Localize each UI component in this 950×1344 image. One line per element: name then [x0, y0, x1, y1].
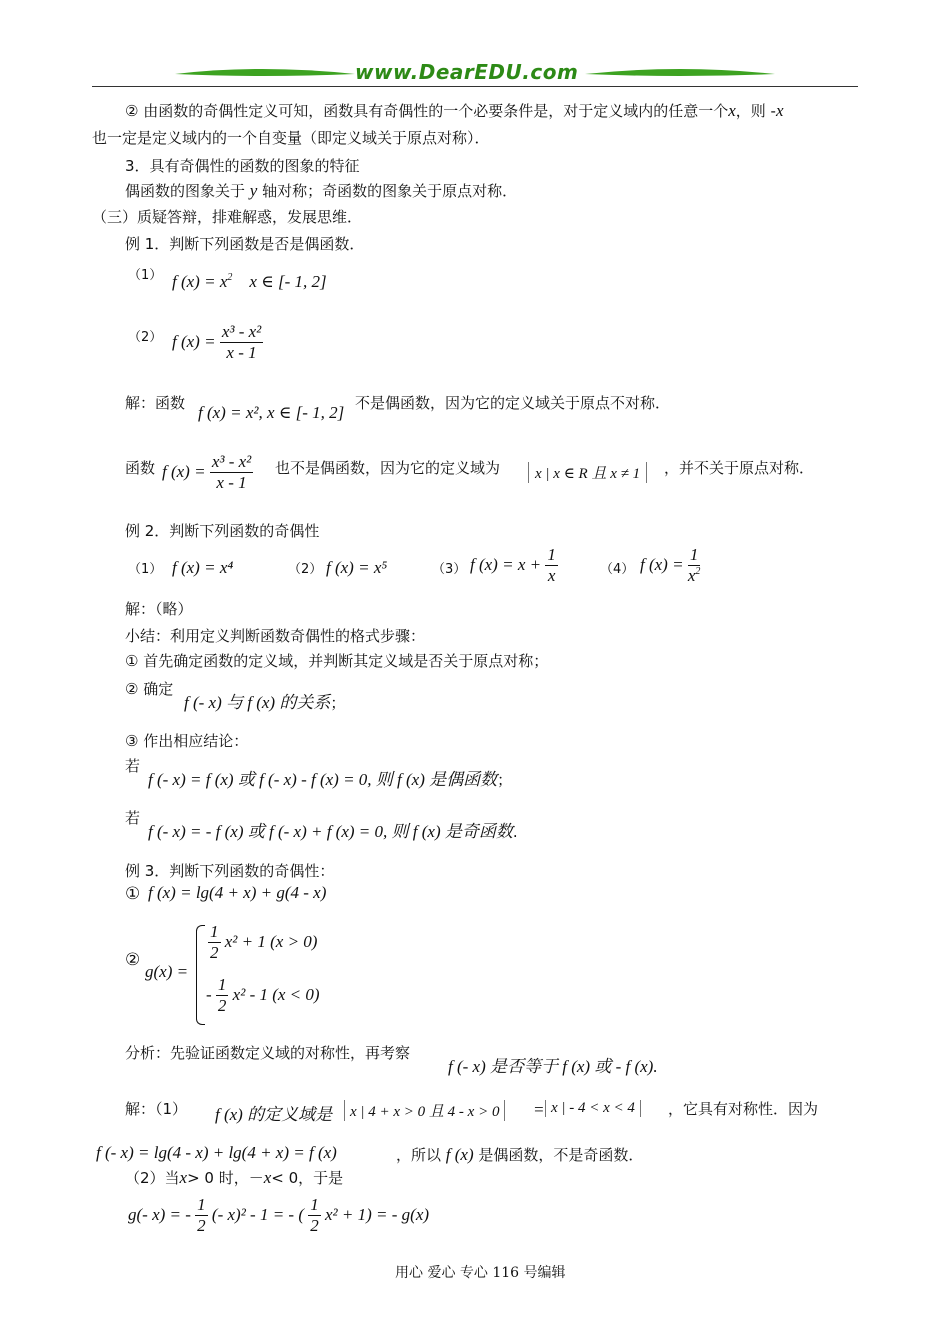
ex3-f2-num: ② — [125, 950, 141, 970]
page-footer: 用心 爱心 专心 116 号编辑 — [395, 1265, 566, 1281]
ex3-f2-lhs: g(x) = — [145, 962, 189, 981]
summary-step1: ① 首先确定函数的定义域，并判断其定义域是否关于原点对称； — [125, 652, 549, 670]
logo-text: www.DearEDU.com — [355, 60, 579, 84]
ex3-analysis-expr: f (- x) 是否等于 f (x) 或 - f (x). — [448, 1057, 658, 1076]
summary-step2-label: ② 确定 — [125, 680, 174, 698]
summary-if1-label: 若 — [125, 757, 141, 775]
ex2-f3: f (x) = x + $\frac{1}{x}$ — [470, 545, 556, 585]
ex1-sol2-label: 函数 — [125, 459, 156, 477]
ex1-title: 例 1．判断下列函数是否是偶函数． — [125, 235, 365, 253]
ex2-n1: （1） — [128, 562, 163, 577]
summary-if2-label: 若 — [125, 809, 141, 827]
ex3-sol2-line: （2）当x> 0 时，－x< 0，于是 — [125, 1168, 344, 1187]
ex3-f1-expr: f (x) = lg(4 + x) + g(4 - x) — [148, 883, 327, 902]
ex1-item1-expr: f $(x) = x^2$ x ∈ [- 1, 2] — [172, 272, 327, 291]
piecewise-brace — [196, 925, 205, 1025]
ex2-f1: f (x) = x⁴ — [172, 558, 234, 577]
ex2-f4: f (x) = $\frac{1}{x^2}$ — [640, 545, 701, 585]
ex1-item1-num: （1） — [128, 268, 163, 283]
ex3-title: 例 3．判断下列函数的奇偶性： — [125, 862, 335, 880]
sec3-text: 偶函数的图象关于 y 轴对称；奇函数的图象关于原点对称． — [125, 181, 518, 200]
ex1-item2-num: （2） — [128, 330, 163, 345]
ex3-analysis-label: 分析：先验证函数定义域的对称性，再考察 — [125, 1044, 411, 1062]
para1-line1: ② 由函数的奇偶性定义可知，函数具有奇偶性的一个必要条件是，对于定义域内的任意一个x，则 -x — [125, 101, 784, 120]
sec3-title: 3．具有奇偶性的函数的图象的特征 — [125, 157, 360, 175]
ex1-item2-expr: f (x) = $\frac{\text{x³ - x²}}{x - 1}$ — [172, 322, 262, 362]
summary-title: 小结：利用定义判断函数奇偶性的格式步骤： — [125, 627, 426, 645]
ex2-title: 例 2．判断下列函数的奇偶性 — [125, 522, 320, 540]
para1-line2: 也一定是定义域内的一个自变量（即定义域关于原点对称）． — [92, 129, 490, 147]
ex1-sol-label: 解：函数 — [125, 394, 186, 412]
ex3-sol-eq: = — [533, 1100, 545, 1119]
ex3-sol-expr-a: f (x) 的定义域是 — [215, 1105, 333, 1124]
ex3-sol-label: 解：（1） — [125, 1100, 188, 1118]
qa-title: （三）质疑答辩，排难解惑，发展思维． — [92, 208, 363, 226]
summary-step3: ③ 作出相应结论： — [125, 732, 249, 750]
header-rule — [92, 86, 858, 87]
ex3-sol-set-b: x | - 4 < x < 4 — [545, 1100, 641, 1117]
ex3-sol-end: ，它具有对称性．因为 — [668, 1100, 819, 1118]
ex3-sol-set-a: x | 4 + x > 0 且 4 - x > 0 — [344, 1100, 505, 1121]
ex1-sol-expr: f (x) = x², x ∈ [- 1, 2] — [198, 403, 345, 422]
ex1-sol-text: 不是偶函数，因为它的定义域关于原点不对称． — [355, 394, 671, 412]
ex1-sol2-end: ，并不关于原点对称． — [664, 459, 815, 477]
ex1-sol2-mid: 也不是偶函数，因为它的定义域为 — [275, 459, 501, 477]
ex2-n2: （2） — [288, 562, 323, 577]
ex1-sol2-expr: f (x) = $\frac{\text{x³ - x²}}{x - 1}$ — [162, 452, 252, 492]
ex2-f2: f (x) = x⁵ — [326, 558, 388, 577]
ex3-sol-line2-expr: f (- x) = lg(4 - x) + lg(4 + x) = f (x) — [96, 1143, 337, 1162]
ex1-sol2-set: x | x ∈ R 且 x ≠ 1 — [528, 462, 647, 483]
ex3-final-eq: g(- x) = - $\frac{1}{2}$ (- x)² - 1 = - ( $\frac{1}{2}$ x² + 1) = - g(x) — [128, 1195, 430, 1235]
ex2-n3: （3） — [432, 562, 467, 577]
ex3-case1: $\frac{1}{2}$ x² + 1 (x > 0) — [210, 922, 318, 962]
summary-step2-expr: f (- x) 与 f (x) 的关系； — [184, 693, 346, 712]
ex3-sol-line2: ，所以 f (x) 是偶函数，不是奇函数． — [396, 1145, 644, 1164]
summary-if2-expr: f (- x) = - f (x) 或 f (- x) + f (x) = 0, 则 f (x) 是奇函数. — [148, 822, 518, 841]
summary-if1-expr: f (- x) = f (x) 或 f (- x) - f (x) = 0, 则 f (x) 是偶函数； — [148, 770, 513, 789]
ex3-case2: - $\frac{1}{2}$ x² - 1 (x < 0) — [206, 975, 320, 1015]
ex2-n4: （4） — [600, 562, 635, 577]
ex3-f1-num: ① — [125, 884, 141, 904]
ex2-sol: 解：（略） — [125, 600, 193, 618]
